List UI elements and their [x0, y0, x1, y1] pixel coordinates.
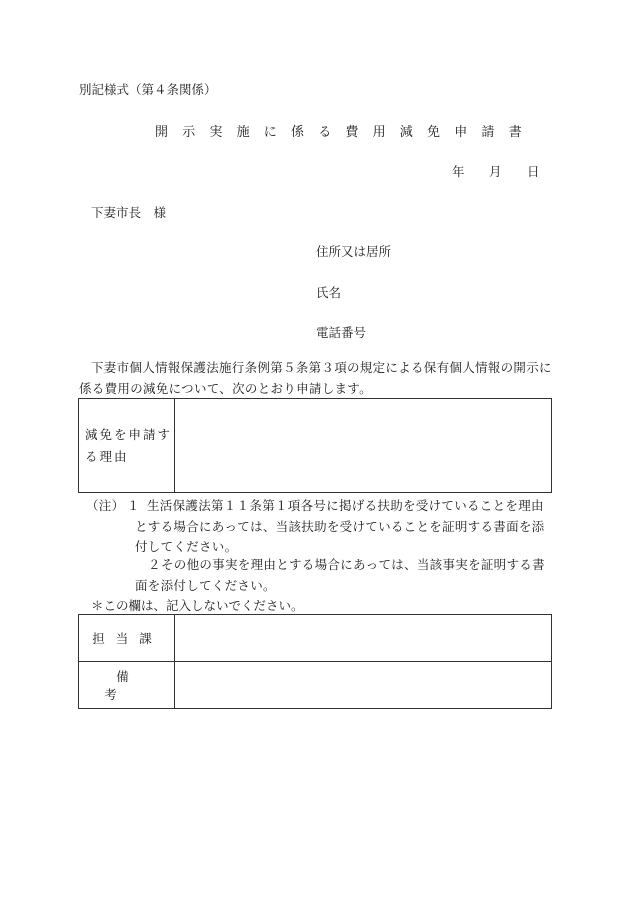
- note-item-text: 生活保護法第１１条第１項各号に掲げる扶助を受けていることを理由とする場合にあっては、当該扶助を受けていることを証明する書面を添付してください。: [135, 498, 545, 554]
- reason-label-line1: 減免を申請す: [85, 426, 173, 442]
- date-year-label: 年: [452, 164, 465, 179]
- staff-department-label: 担当課: [92, 631, 163, 646]
- staff-label-cell: [79, 615, 175, 662]
- note-item-number: ２: [148, 557, 161, 572]
- date-day-label: 日: [527, 164, 540, 179]
- office-use-note: ＊この欄は、記入しないでください。: [91, 598, 304, 613]
- remarks-label: 備考: [104, 669, 161, 702]
- application-statement: 下妻市個人情報保護法施行条例第５条第３項の規定による保有個人情報の開示に係る費用の減免について、次のとおり申請します。: [79, 360, 552, 396]
- remarks-label-cell: [79, 662, 175, 709]
- note-item-text: その他の事実を理由とする場合にあっては、当該事実を証明する書面を添付してください。: [135, 557, 545, 593]
- phone-label: 電話番号: [316, 325, 367, 340]
- office-use-table: [78, 614, 552, 709]
- reason-label-line2: る理由: [85, 448, 129, 464]
- address-label: 住所又は居所: [316, 244, 392, 259]
- remarks-row: [79, 662, 552, 709]
- document-title: 開示実施に係る費用減免申請書: [155, 125, 536, 140]
- reason-input-cell[interactable]: [175, 399, 552, 493]
- date-month-label: 月: [489, 164, 502, 179]
- staff-row: [79, 615, 552, 662]
- name-label: 氏名: [316, 285, 342, 300]
- reason-row: [79, 399, 552, 493]
- addressee: 下妻市長 様: [91, 205, 167, 220]
- note-mark: （注）: [86, 498, 125, 513]
- form-label: 別記様式（第４条関係）: [79, 82, 217, 97]
- reason-label-cell: [79, 399, 175, 493]
- remarks-value-cell[interactable]: [175, 662, 552, 709]
- note-item-number: １: [127, 498, 140, 513]
- reason-table: [78, 398, 552, 493]
- reason-label: [79, 424, 174, 468]
- staff-value-cell[interactable]: [175, 615, 552, 662]
